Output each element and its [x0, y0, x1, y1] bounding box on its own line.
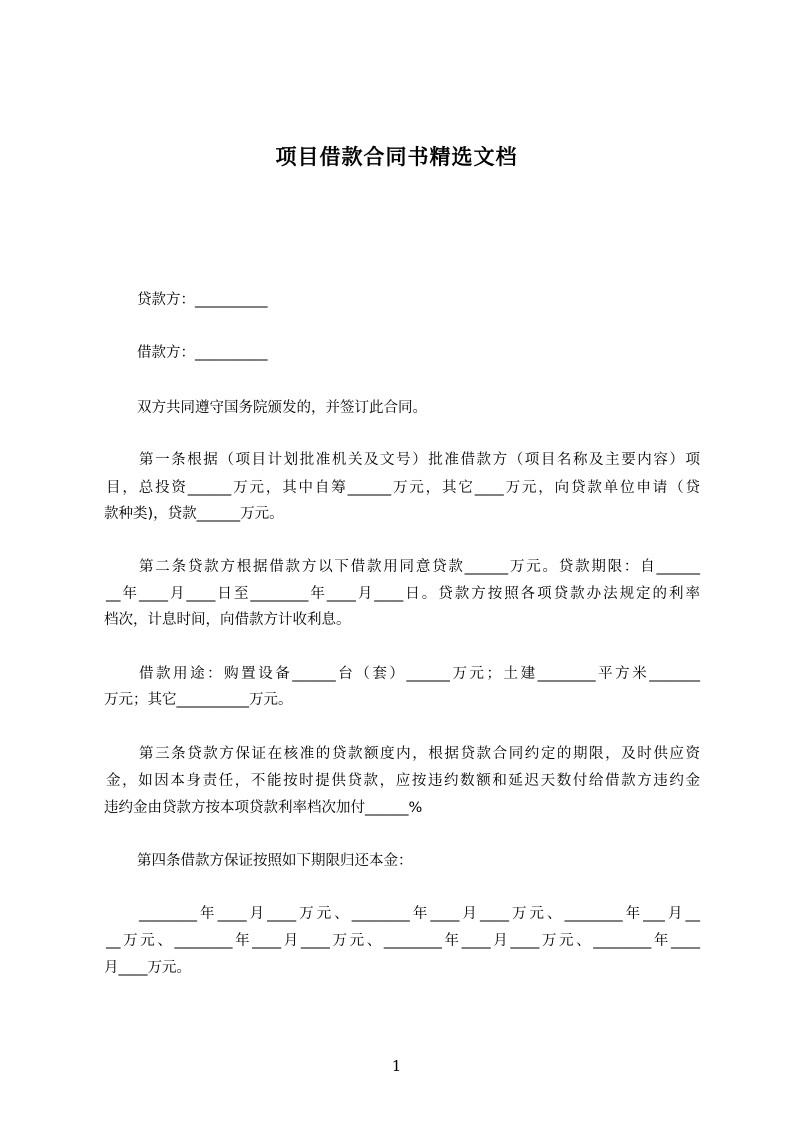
lender-line: 贷款方：__________	[137, 292, 268, 308]
article3-line-1: 第三条贷款方保证在核准的贷款额度内，根据贷款合同约定的期限，及时供应资	[139, 746, 700, 762]
article2-line-3: 档次，计息时间，向借款方计收利息。	[104, 612, 351, 628]
borrower-line: 借款方：__________	[137, 345, 268, 361]
article4-heading: 第四条借款方保证按照如下期限归还本金：	[137, 853, 413, 869]
article2-line-2: __年____月____日至________年____月____日。贷款方按照各项贷款办法规定的利率	[106, 586, 700, 602]
repayment-line-3: 月____万元。	[104, 960, 191, 976]
intro-paragraph: 双方共同遵守国务院颁发的，并签订此合同。	[137, 400, 427, 416]
article1-line-2: 目，总投资______万元，其中自筹______万元，其它____万元，向贷款单位申请（贷	[106, 480, 700, 496]
article2-line-1: 第二条贷款方根据借款方以下借款用同意贷款______万元。贷款期限：自______	[139, 559, 700, 575]
document-title: 项目借款合同书精选文档	[275, 145, 518, 169]
article3-line-2: 金，如因本身责任，不能按时提供贷款，应按违约数额和延迟天数付给借款方违约金	[106, 773, 700, 789]
article3-line-3: 违约金由贷款方按本项贷款利率档次加付______%	[104, 800, 423, 816]
loan-use-line-1: 借款用途：购置设备______台（套）______万元；土建________平方米_______	[139, 666, 700, 682]
article1-line-1: 第一条根据（项目计划批准机关及文号）批准借款方（项目名称及主要内容）项	[139, 452, 700, 468]
loan-use-line-2: 万元；其它__________万元。	[104, 692, 293, 708]
page-number: 1	[391, 1057, 402, 1075]
repayment-line-1: ________年____月____万元、________年____月____万元、________年___月__	[139, 906, 700, 922]
article1-line-3: 款种类)，贷款______万元。	[104, 506, 284, 522]
repayment-line-2: __万元、________年____月____万元、________年____月____万元、________年____	[106, 933, 700, 949]
